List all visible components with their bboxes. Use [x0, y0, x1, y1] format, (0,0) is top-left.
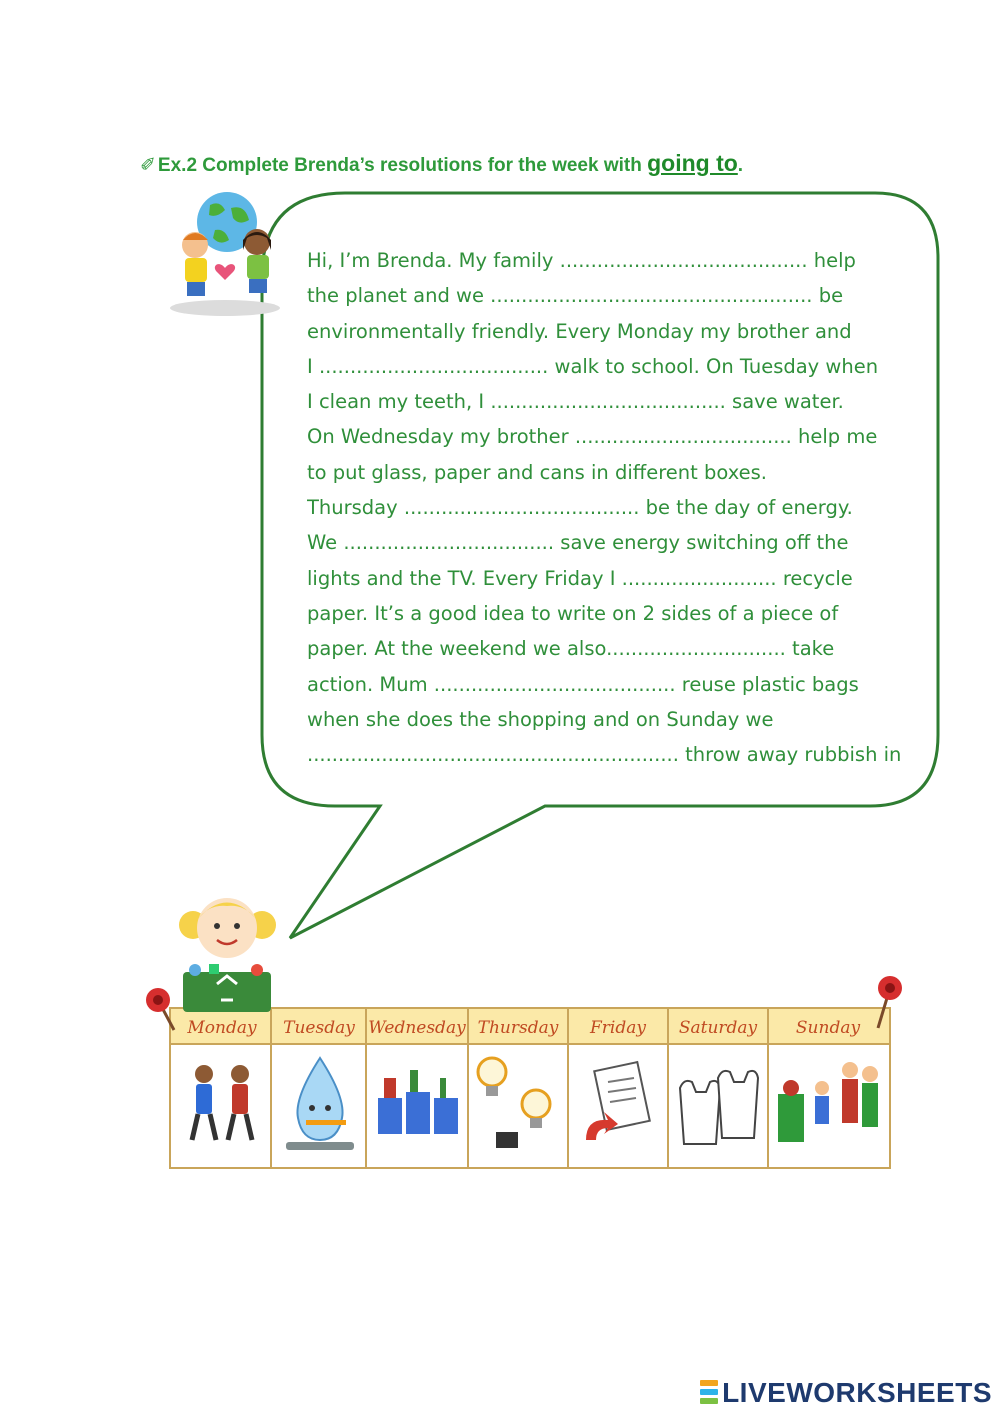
passage-line: environmentally friendly. Every Monday my brother and: [307, 319, 852, 343]
passage-line: to put glass, paper and cans in different boxes.: [307, 460, 768, 484]
resolutions-passage: [307, 243, 907, 773]
passage-line: paper. It’s a good idea to write on 2 sides of a piece of: [307, 601, 839, 625]
passage-line: paper. At the weekend we also............................. take: [307, 637, 835, 661]
recycle-paper-icon: [572, 1048, 664, 1160]
day-label: Sunday: [795, 1018, 861, 1038]
heart-icon: [215, 264, 235, 280]
passage-line: action. Mum ....................................... reuse plastic bags: [307, 672, 859, 696]
day-label: Saturday: [678, 1018, 758, 1038]
globe-kids-illustration: [165, 190, 285, 320]
brenda-head: [197, 898, 257, 958]
day-label: Thursday: [477, 1018, 559, 1038]
recycling-bins-icon: [370, 1048, 464, 1160]
exercise-title-end: .: [737, 155, 744, 176]
kids-walking-icon: [176, 1048, 268, 1160]
boy-shirt: [185, 258, 207, 282]
passage-line: On Wednesday my brother ................................... help me: [307, 425, 878, 449]
passage-line: I clean my teeth, I ...................................... save water.: [307, 390, 844, 414]
day-label: Tuesday: [283, 1018, 355, 1038]
liveworksheets-mark-icon: [700, 1380, 718, 1406]
day-label: Wednesday: [368, 1018, 466, 1038]
brenda-illustration: [165, 880, 290, 1015]
water-drop-icon: [276, 1048, 364, 1160]
pencil-icon: ✐: [140, 155, 156, 176]
passage-line: Hi, I’m Brenda. My family ........................................ help: [307, 249, 856, 272]
day-label: Monday: [187, 1018, 257, 1038]
passage-line: ............................................................ throw away rubbish in: [307, 743, 902, 767]
exercise-title-keyword: going to: [647, 150, 738, 176]
girl-shirt: [247, 255, 269, 279]
family-recycling-icon: [772, 1048, 884, 1160]
plastic-bags-icon: [670, 1048, 764, 1160]
passage-line: when she does the shopping and on Sunday we: [307, 707, 774, 731]
logo-text: LIVEWORKSHEETS: [722, 1377, 992, 1408]
passage-line: Thursday ...................................... be the day of energy.: [307, 496, 853, 520]
exercise-title-text: Ex.2 Complete Brenda’s resolutions for the week with: [157, 155, 642, 176]
ground-shadow: [170, 300, 280, 316]
liveworksheets-logo: [700, 1376, 992, 1410]
passage-line: lights and the TV. Every Friday I ......................... recycle: [307, 566, 853, 590]
passage-line: the planet and we .................................................... be: [307, 284, 844, 308]
recycling-box-icon: [183, 972, 271, 1012]
passage-line: I ..................................... walk to school. On Tuesday when: [307, 354, 879, 378]
light-bulbs-icon: [472, 1048, 564, 1160]
day-label: Friday: [590, 1018, 646, 1038]
passage-line: We .................................. save energy switching off the: [307, 531, 849, 555]
